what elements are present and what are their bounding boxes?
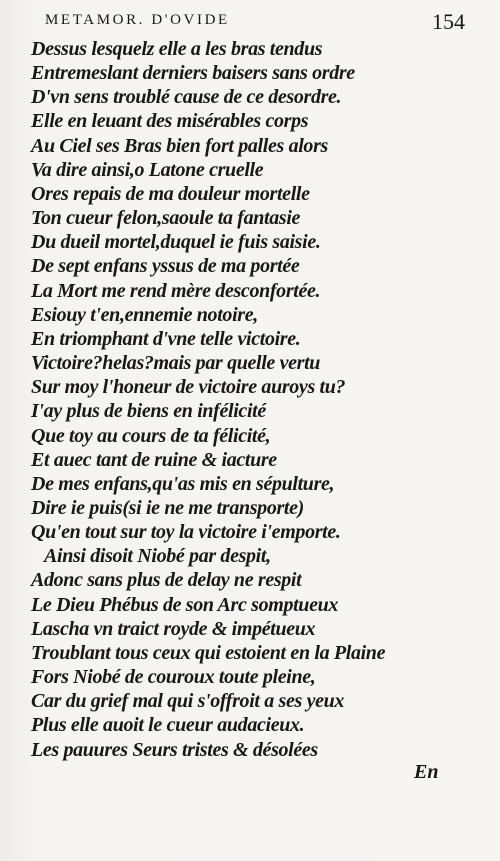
catchword: En: [414, 761, 439, 783]
verse-line: Ton cueur felon,saoule ta fantasie: [31, 207, 301, 230]
verse-line: Car du grief mal qui s'offroit a ses yeux: [31, 690, 345, 713]
verse-line: Du dueil mortel,duquel ie fuis saisie.: [31, 231, 321, 254]
verse-line: Dire ie puis(si ie ne me transporte): [31, 496, 304, 519]
verse-line: En triomphant d'vne telle victoire.: [31, 327, 301, 350]
verse-line: Et auec tant de ruine & iacture: [31, 448, 277, 471]
verse-line: Troublant tous ceux qui estoient en la Plaine: [31, 641, 386, 664]
verse-line: Entremeslant derniers baisers sans ordre: [31, 62, 355, 85]
verse-line: Ores repais de ma douleur mortelle: [31, 182, 310, 205]
verse-line: Va dire ainsi,o Latone cruelle: [31, 158, 264, 181]
verse-line: Ainsi disoit Niobé par despit,: [44, 545, 271, 568]
verse-line: De sept enfans yssus de ma portée: [31, 255, 300, 278]
verse-line: Victoire?helas?mais par quelle vertu: [31, 352, 321, 375]
verse-line: La Mort me rend mère desconfortée.: [31, 279, 321, 302]
verse-line: Au Ciel ses Bras bien fort palles alors: [31, 134, 328, 157]
verse-line: Sur moy l'honeur de victoire auroys tu?: [31, 376, 346, 399]
verse-line: Adonc sans plus de delay ne respit: [31, 569, 302, 592]
verse-line: Qu'en tout sur toy la victoire i'emporte.: [31, 521, 341, 544]
verse-line: D'vn sens troublé cause de ce desordre.: [31, 86, 342, 109]
verse-line: Elle en leuant des misérables corps: [31, 110, 309, 133]
verse-line: Esiouy t'en,ennemie notoire,: [31, 303, 258, 326]
verse-line: Dessus lesquelz elle a les bras tendus: [31, 38, 323, 60]
poem-text: [31, 37, 471, 762]
running-title: METAMOR. D'OVIDE: [45, 12, 230, 28]
verse-line: Lascha vn traict royde & impétueux: [31, 617, 316, 640]
verse-line: Les pauures Seurs tristes & désolées: [31, 738, 318, 761]
page-header: [45, 8, 475, 36]
page-number: 154: [432, 9, 465, 34]
verse-line: Le Dieu Phébus de son Arc somptueux: [31, 593, 339, 616]
verse-line: Que toy au cours de ta félicité,: [31, 424, 271, 447]
verse-line: De mes enfans,qu'as mis en sépulture,: [31, 472, 335, 495]
verse-line: Plus elle auoit le cueur audacieux.: [31, 714, 305, 737]
verse-line: Fors Niobé de couroux toute pleine,: [31, 666, 316, 689]
verse-line: I'ay plus de biens en infélicité: [31, 400, 266, 423]
